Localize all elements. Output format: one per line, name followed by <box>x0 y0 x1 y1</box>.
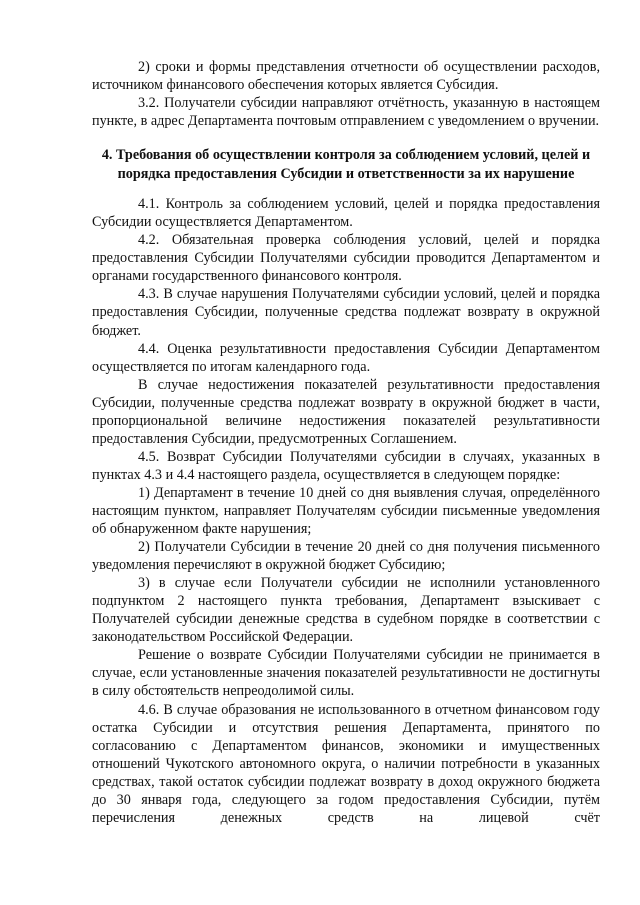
paragraph: 4.1. Контроль за соблюдением условий, целей и порядка предоставления Субсидии осуществляется Департаментом. <box>92 196 600 231</box>
section-heading: 4. Требования об осуществлении контроля за соблюдением условий, целей и порядка предоставления Субсидии и ответственности за их нарушение <box>101 147 591 182</box>
paragraph: 4.4. Оценка результативности предоставления Субсидии Департаментом осуществляется по итогам календарного года. <box>92 340 600 375</box>
document-page <box>92 58 600 827</box>
paragraph: В случае недостижения показателей результативности предоставления Субсидии, полученные средства подлежат возврату в окружной бюджет в части, пропорциональной величине недостижения показателей результативности предоставления Субсидии, предусмотренных Соглашением. <box>92 376 600 447</box>
paragraph: 2) Получатели Субсидии в течение 20 дней со дня получения письменного уведомления перечисляют в окружной бюджет Субсидию; <box>92 539 600 574</box>
paragraph: 4.2. Обязательная проверка соблюдения условий, целей и порядка предоставления Субсидии Получателями субсидии проводится Департаментом и органами государственного финансового контроля. <box>92 232 600 285</box>
paragraph: 3.2. Получатели субсидии направляют отчётность, указанную в настоящем пункте, в адрес Департамента почтовым отправлением с уведомлением о вручении. <box>92 95 600 130</box>
paragraph: 4.6. В случае образования не использованного в отчетном финансовом году остатка Субсидии и отсутствия решения Департамента, принятого по согласованию с Департаментом финансов, экономики и имущественных отношений Чукотского автономного округа, о наличии потребности в указанных средствах, такой остаток субсидии подлежат возврату в доход окружного бюджета до 30 января года, следующего за годом предоставления Субсидии, путём перечисления денежных средств на лицевой счёт <box>92 701 600 826</box>
paragraph: 4.5. Возврат Субсидии Получателями субсидии в случаях, указанных в пунктах 4.3 и 4.4 настоящего раздела, осуществляется в следующем порядке: <box>92 448 600 483</box>
paragraph: 4.3. В случае нарушения Получателями субсидии условий, целей и порядка предоставления Субсидии, полученные средства подлежат возврату в окружной бюджет. <box>92 286 600 339</box>
paragraph: Решение о возврате Субсидии Получателями субсидии не принимается в случае, если установленные значения показателей результативности не достигнуты в силу обстоятельств непреодолимой силы. <box>92 647 600 700</box>
paragraph: 2) сроки и формы представления отчетности об осуществлении расходов, источником финансового обеспечения которых является Субсидия. <box>92 59 600 94</box>
paragraph: 1) Департамент в течение 10 дней со дня выявления случая, определённого настоящим пунктом, направляет Получателям субсидии письменные уведомления об обнаруженном факте нарушения; <box>92 484 600 538</box>
paragraph: 3) в случае если Получатели субсидии не исполнили установленного подпунктом 2 настоящего пункта требования, Департамент взыскивает с Получателей субсидии денежные средства в судебном порядке в соответствии с законодательством Российской Федерации. <box>92 575 600 646</box>
